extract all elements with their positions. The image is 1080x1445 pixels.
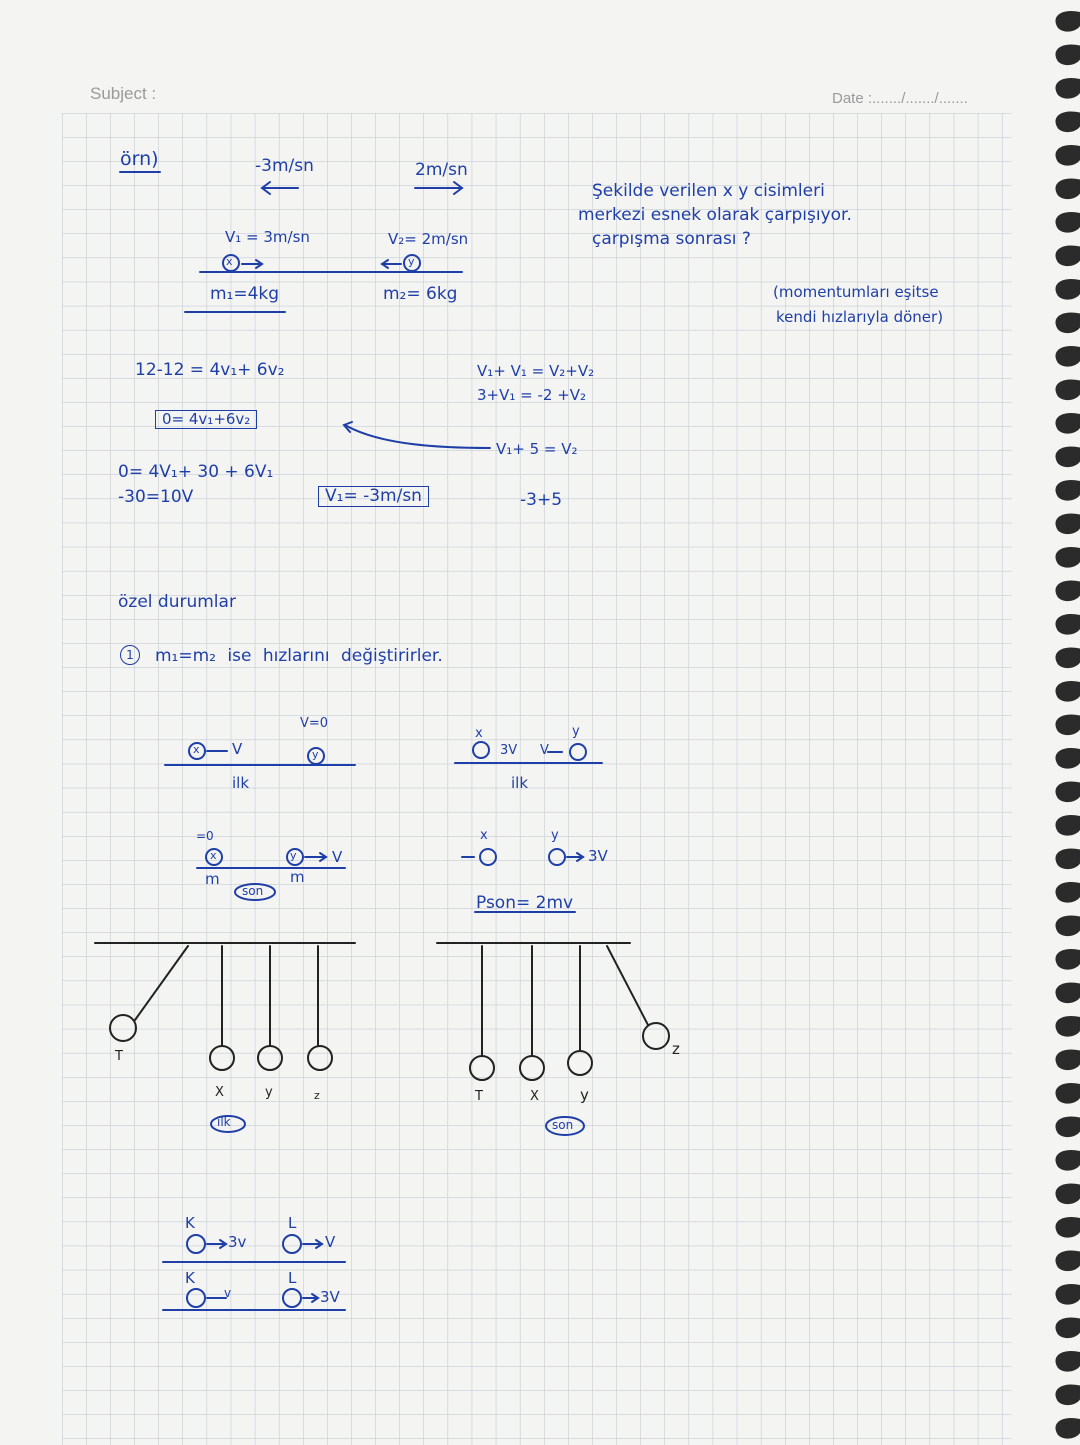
ilk-label-pendulum: ilk (217, 1115, 231, 1129)
momentum-after: Pson= 2mv (476, 893, 574, 913)
right-3v: 3V (500, 743, 518, 758)
question-line-2: merkezi esnek olarak çarpışıyor. (578, 205, 852, 225)
right2-y: y (551, 828, 559, 843)
l-label-1: L (288, 1214, 297, 1232)
velocity-right-label: 2m/sn (415, 160, 468, 180)
l-3v: 3V (320, 1288, 340, 1306)
m-label-2: m (290, 868, 305, 886)
l-label-2: L (288, 1269, 297, 1287)
k-label-2: K (185, 1269, 195, 1287)
equation-1: 12-12 = 4v₁+ 6v₂ (135, 360, 285, 380)
right-x: x (475, 726, 483, 741)
pendulum-y-right: y (580, 1086, 589, 1104)
k-3v: 3v (228, 1233, 247, 1251)
mass1-label: m₁=4kg (210, 284, 280, 304)
right2-x: x (480, 828, 488, 843)
right-y: y (572, 724, 580, 739)
special-cases-title: özel durumlar (118, 592, 236, 612)
left-ball-y: y (312, 748, 319, 761)
eq-zero-label: =0 (196, 829, 214, 843)
boxed-equation: 0= 4v₁+6v₂ (155, 410, 257, 429)
ilk-label-right: ilk (511, 774, 529, 792)
velocity-left-label: -3m/sn (255, 156, 314, 176)
right-v: V (540, 743, 549, 758)
item1-text: m₁=m₂ ise hızlarını değiştirirler. (155, 646, 443, 666)
v2-label: V₂= 2m/sn (388, 230, 469, 248)
pendulum-t-left: T (115, 1049, 123, 1064)
equation-2: 0= 4V₁+ 30 + 6V₁ (118, 462, 274, 482)
question-line-1: Şekilde verilen x y cisimleri (592, 181, 825, 201)
arrow-curve (345, 425, 490, 448)
item-number: 1 (120, 645, 140, 665)
l-v: V (325, 1233, 336, 1251)
left-v: V (232, 740, 243, 758)
note-line-2: kendi hızlarıyla döner) (776, 308, 944, 326)
pendulum-x-left: X (215, 1085, 224, 1100)
answer-box: V₁= -3m/sn (318, 486, 429, 507)
v-zero-label: V=0 (300, 716, 329, 731)
son-label-pendulum: son (552, 1118, 574, 1132)
pendulum-y-left: y (265, 1085, 273, 1100)
ball-x-label: x (226, 255, 233, 268)
left2-ball-x: x (210, 849, 217, 862)
right-equation-2: 3+V₁ = -2 +V₂ (477, 386, 587, 404)
date-label: Date :......./......./....... (832, 90, 968, 107)
ball-y-label: y (408, 255, 415, 268)
right-equation-3: V₁+ 5 = V₂ (496, 440, 578, 458)
example-label: örn) (120, 148, 159, 170)
pendulum-x-right: X (530, 1089, 539, 1104)
son-label-left: son (242, 884, 264, 898)
right-equation-4: -3+5 (520, 490, 563, 510)
equation-3: -30=10V (118, 487, 194, 507)
m-label-1: m (205, 870, 220, 888)
left2-ball-y: y (290, 849, 297, 862)
note-line-1: (momentumları eşitse (773, 283, 939, 301)
left-ball-x: x (193, 743, 200, 756)
pendulum-t-right: T (475, 1089, 483, 1104)
k-v: v (224, 1286, 232, 1300)
k-label-1: K (185, 1214, 195, 1232)
right-equation-1: V₁+ V₁ = V₂+V₂ (477, 362, 595, 380)
v1-label: V₁ = 3m/sn (225, 228, 310, 246)
pendulum-z-left: z (314, 1089, 320, 1102)
mass2-label: m₂= 6kg (383, 284, 458, 304)
question-line-3: çarpışma sonrası ? (592, 229, 751, 249)
ilk-label-left: ilk (232, 774, 250, 792)
left2-v: V (332, 848, 343, 866)
right2-3v: 3V (588, 847, 608, 865)
subject-label: Subject : (90, 84, 157, 103)
pendulum-z-right: z (672, 1040, 680, 1058)
